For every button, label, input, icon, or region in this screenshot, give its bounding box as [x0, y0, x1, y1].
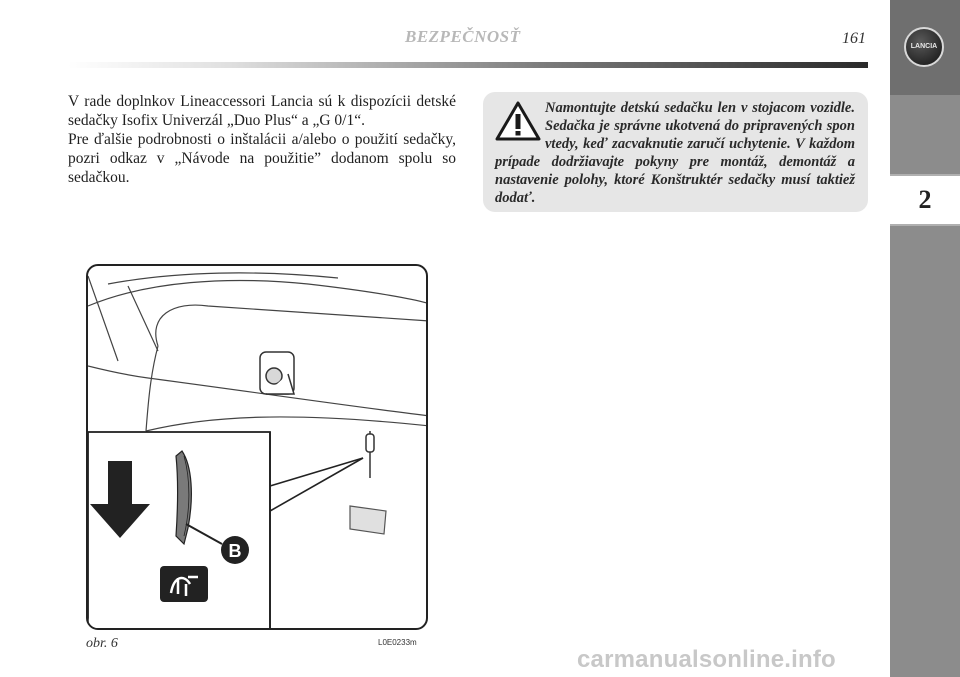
chapter-tab[interactable]	[890, 174, 960, 226]
figure-isofix-anchor	[86, 264, 428, 630]
warning-text	[495, 99, 855, 207]
callout-label-b: B	[228, 541, 242, 561]
sidebar-logo-area	[890, 0, 960, 95]
warning-box	[483, 92, 868, 212]
header-rule	[68, 62, 868, 68]
body-text	[68, 92, 456, 187]
seat-illustration	[88, 266, 428, 630]
paragraph-more-details: Pre ďalšie podrobnosti o inštalácii a/alebo o použití sedačky, pozri odkaz v „Návode na použitie” dodanom spolu so sedačkou.	[68, 131, 456, 186]
chapter-number: 2	[918, 185, 932, 214]
figure-caption: obr. 6	[86, 636, 118, 651]
watermark: carmanualsonline.info	[577, 646, 836, 673]
page-number: 161	[842, 30, 866, 47]
chapter-sidebar	[890, 0, 960, 677]
lancia-logo-icon	[904, 27, 944, 67]
figure-code: L0E0233m	[378, 638, 417, 647]
warning-message: Namontujte detskú sedačku len v stojacom vozidle. Sedačka je správne ukotvená do pripravených spon vtedy, keď zacvaknutie zaručí uchytenie. V každom prípade dodržiavajte pokyny pre montáž, demontáž a nastavenie polohy, ktoré Konštruktér sedačky musí taktiež dodať.	[495, 100, 855, 206]
paragraph-isofix-seats: V rade doplnkov Lineaccessori Lancia sú k dispozícii detské sedačky Isofix Univerzál „Duo Plus“ a „G 0/1“.	[68, 93, 456, 129]
section-title: BEZPEČNOSŤ	[405, 27, 521, 46]
logo-text: LANCIA	[910, 43, 938, 50]
